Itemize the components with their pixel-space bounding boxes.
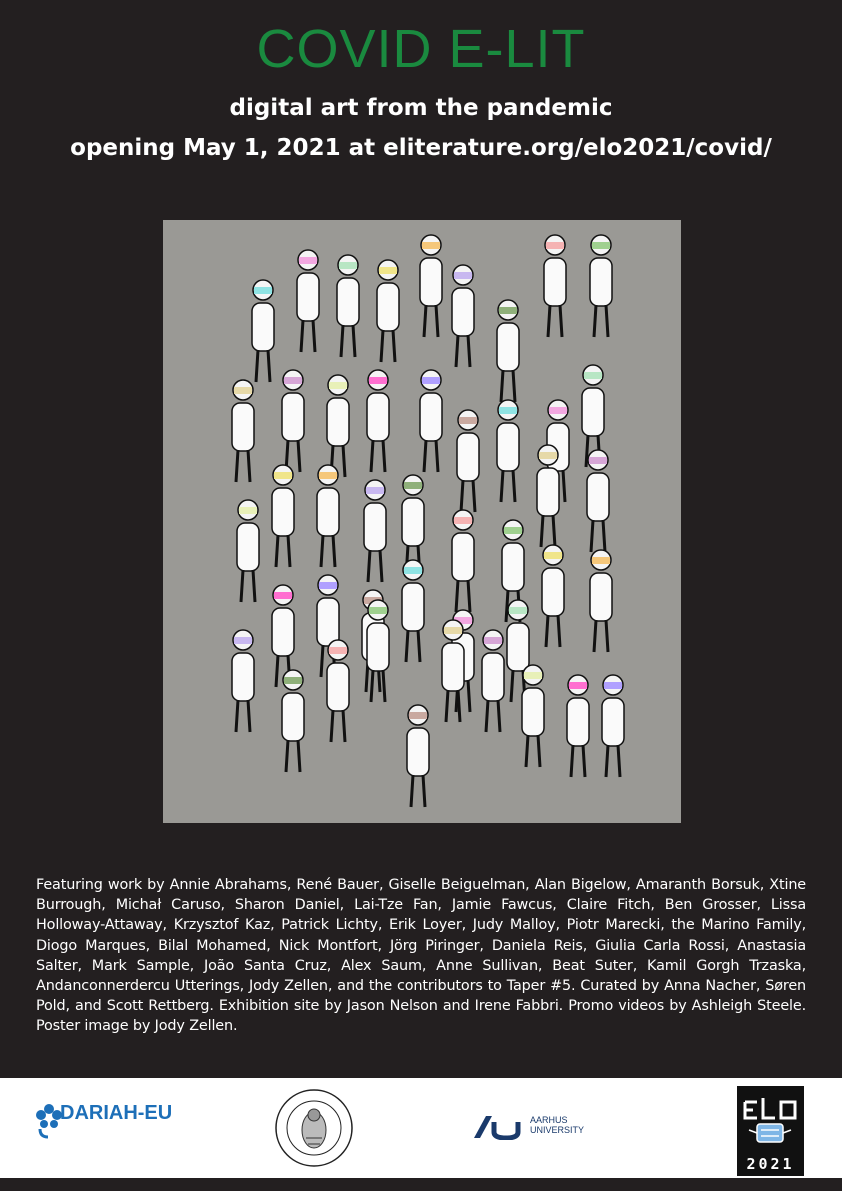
masked-figure (507, 600, 529, 702)
dariah-flower-icon (36, 1103, 62, 1139)
credits-text: Featuring work by Annie Abrahams, René Bauer, Giselle Beiguelman, Alan Bigelow, Amaranth Borsuk, Xtine Burrough, Michał Caruso, Sharon Daniel, Lai-Tze Fan, Jamie Fawcus, Claire Fitch, Ben Grosser, Lissa Holloway-Attaway, Krzysztof Kaz, Patrick Lichty, Erik Loyer, Judy Malloy, Piotr Marecki, the Marino Family, Diogo Marques, Bilal Mohamed, Nick Montfort, Jörg Piringer, Daniela Reis, Giulia Carla Rossi, Anastasia Salter, Mark Sample, João Santa Cruz, Alex Saum, Anne Sullivan, Beat Suter, Kamil Gorgh Trzaska, Andanconnerdercu Utterings, Jody Zellen, and the contributors to Taper #5. Curated by Anna Nacher, Søren Pold, and Scott Rettberg. Exhibition site by Jason Nelson and Irene Fabbri. Promo videos by Ashleigh Steele. Poster image by Jody Zellen. (36, 877, 806, 1035)
elo-masked-icon (737, 1086, 804, 1156)
opening-line: opening May 1, 2021 at eliterature.org/elo2021/covid/ (70, 135, 772, 161)
masked-figure (282, 670, 304, 772)
university-seal-icon (274, 1088, 354, 1168)
masked-figure (442, 620, 464, 722)
masked-figure (590, 550, 612, 652)
masked-figure (377, 260, 399, 362)
poster-subtitle: digital art from the pandemic (229, 95, 613, 121)
masked-figure (420, 370, 442, 472)
masked-figure (367, 370, 389, 472)
aarhus-label-line2: UNIVERSITY (530, 1125, 585, 1135)
aarhus-label (530, 1115, 584, 1135)
masked-figure (317, 575, 339, 677)
poster-artwork (163, 220, 681, 823)
masked-figure (522, 665, 544, 767)
masked-figure (402, 560, 424, 662)
masked-figure (232, 630, 254, 732)
dariah-label: DARIAH-EU (60, 1102, 173, 1124)
masked-figure (482, 630, 504, 732)
masked-figure (297, 250, 319, 352)
masked-figure (327, 375, 349, 477)
masked-figure (282, 370, 304, 472)
sponsor-footer (0, 1078, 842, 1178)
aarhus-mark-icon (472, 1114, 524, 1140)
masked-figure (587, 450, 609, 552)
masked-figure (497, 300, 519, 402)
masked-figure (272, 465, 294, 567)
masked-figures-illustration (163, 220, 681, 823)
elo-2021-logo (737, 1086, 804, 1176)
masked-figure (452, 265, 474, 367)
masked-figure (364, 480, 386, 582)
masked-figure (337, 255, 359, 357)
masked-figure (452, 510, 474, 612)
masked-figure (457, 410, 479, 512)
masked-figure (237, 500, 259, 602)
masked-figure (367, 600, 389, 702)
dariah-logo (36, 1103, 62, 1144)
masked-figure (537, 445, 559, 547)
masked-figure (497, 400, 519, 502)
masked-figure (252, 280, 274, 382)
bergen-university-seal (274, 1088, 354, 1173)
masked-figure (317, 465, 339, 567)
bottom-bar (0, 1178, 842, 1191)
masked-figure (420, 235, 442, 337)
aarhus-logo (472, 1114, 524, 1145)
masked-figure (232, 380, 254, 482)
aarhus-label-line1: AARHUS (530, 1115, 568, 1125)
poster-title: COVID E-LIT (256, 19, 586, 79)
masked-figure (327, 640, 349, 742)
masked-figure (407, 705, 429, 807)
masked-figure (567, 675, 589, 777)
elo-year-label: 2021 (746, 1155, 795, 1173)
masked-figure (544, 235, 566, 337)
masked-figure (542, 545, 564, 647)
masked-figure (590, 235, 612, 337)
masked-figure (602, 675, 624, 777)
